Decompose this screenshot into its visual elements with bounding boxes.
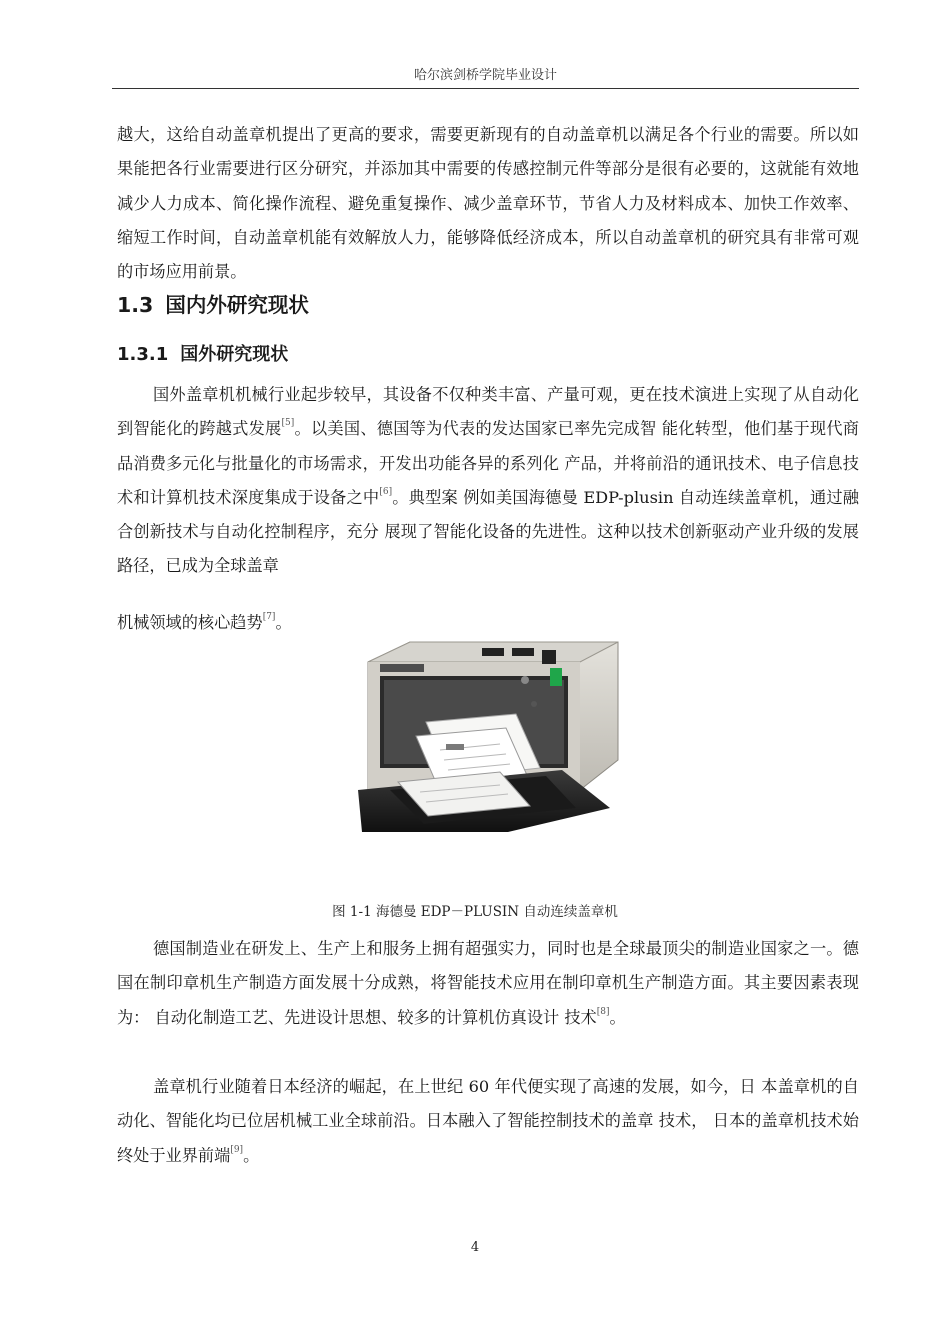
paragraph-text: 德国制造业在研发上、生产上和服务上拥有超强实力，同时也是全球最顶尖的制造业国家之一。德国在制印章机生产制造方面发展十分成熟，将智能技术应用在制印章机生产制造方面。其主要因素表现为： 自动化制造工艺、先进设计思想、较多的计算机仿真设计 技术 [117,939,859,1027]
header-divider [112,88,859,89]
citation: [5] [281,418,295,429]
section-title: 国内外研究现状 [165,293,309,317]
paragraph-continuation [117,606,859,640]
stamping-machine-icon [350,640,620,836]
section-heading [117,288,309,318]
citation: [6] [379,486,393,497]
paragraph-text: 盖章机行业随着日本经济的崛起，在上世纪 60 年代便实现了高速的发展，如今，日 本盖章机的自动化、智能化均已位居机械工业全球前沿。日本融入了智能控制技术的盖章 技术， 日本的盖章机技术始终处于业界前端 [117,1077,859,1165]
section-number: 1.3 [117,293,154,317]
subsection-heading [117,340,288,366]
figure-caption: 图 1-1 海德曼 EDP－PLUSIN 自动连续盖章机 [332,904,618,920]
paragraph-text: 。 [275,613,292,632]
paragraph-germany [117,932,859,1035]
citation: [9] [230,1144,244,1155]
subsection-number: 1.3.1 [117,344,169,365]
paragraph-text: 。 [243,1145,260,1165]
paragraph-japan [117,1070,859,1173]
paragraph-foreign-research [117,378,859,584]
stamping-machine-photo [350,640,620,836]
page-number: 4 [470,1240,480,1255]
paragraph-market-outlook: 越大，这给自动盖章机提出了更高的要求，需要更新现有的自动盖章机以满足各个行业的需要。所以如果能把各行业需要进行区分研究，并添加其中需要的传感控制元件等部分是很有必要的，这就能有效地减少人力成本、简化操作流程、避免重复操作、减少盖章环节，节省人力及材料成本、加快工作效率、缩短工作时间，自动盖章机能有效解放人力，能够降低经济成本，所以自动盖章机的研究具有非常可观的市场应用前景。 [117,125,859,282]
subsection-title: 国外研究现状 [180,344,289,365]
paragraph-text: 。 [609,1007,626,1027]
paragraph-text: 机械领域的核心趋势 [117,613,263,632]
paragraph-text: 。典型案 例如美国海德曼 EDP-plusin 自动连续盖章机，通过融合创新技术与自动化控制程序，充分 展现了智能化设备的先进性。这种以技术创新驱动产业升级的发展路径，已成为全球盖章 [117,487,859,576]
citation: [8] [596,1006,610,1017]
citation: [7] [262,612,276,622]
running-header: 哈尔滨剑桥学院毕业设计 [413,68,557,83]
paragraph-text: 。以美国、德国等为代表的发达国家已率先完成智 能化转型，他们基于现代商品消费多元化与批量化的市场需求，开发出功能各异的系列化 产品，并将前沿的通讯技术、电子信息技术和计算机技术深度集成于设备之中 [117,419,859,507]
paragraph-text: 国外盖章机机械行业起步较早，其设备不仅种类丰富、产量可观，更在技术演进上实现了从自动化到智能化的跨越式发展 [117,385,859,439]
